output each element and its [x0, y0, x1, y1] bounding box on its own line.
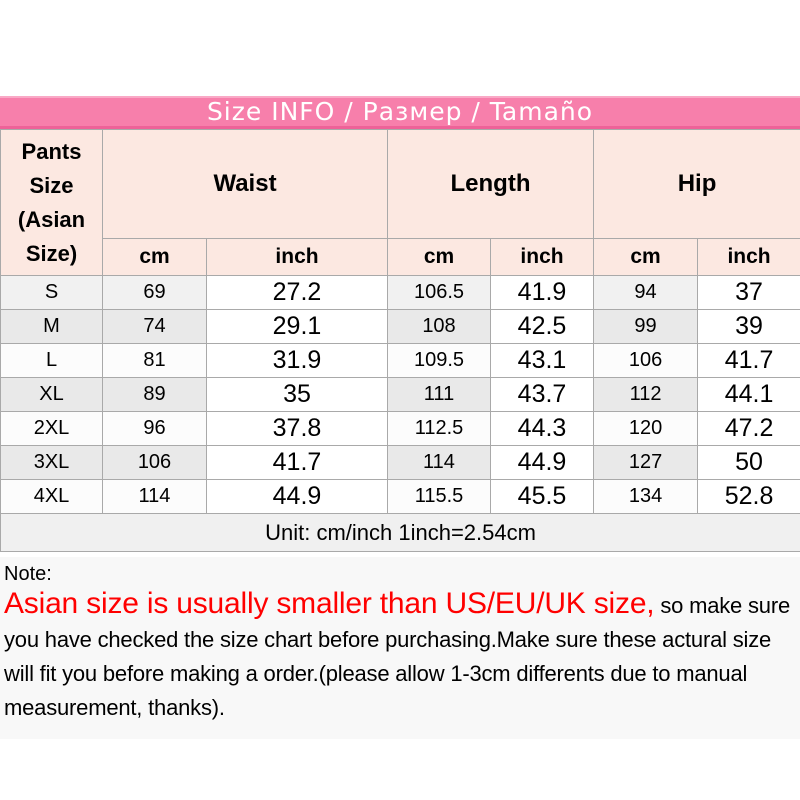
note-paragraph	[4, 587, 796, 725]
waist-inch-cell: 29.1	[207, 310, 388, 344]
hip-cm-cell: 112	[594, 378, 698, 412]
hip-cm-cell: 94	[594, 276, 698, 310]
waist-cm-cell: 96	[103, 412, 207, 446]
pants-size-header: Pants Size (Asian Size)	[1, 130, 103, 276]
hip-inch-cell: 37	[698, 276, 800, 310]
waist-inch-header: inch	[207, 239, 388, 276]
waist-header: Waist	[103, 130, 388, 239]
table-row	[1, 276, 800, 310]
table-row	[1, 310, 800, 344]
note-label: Note:	[4, 563, 52, 585]
unit-note: Unit: cm/inch 1inch=2.54cm	[1, 514, 800, 552]
note-highlight: Asian size is usually smaller than US/EU/UK size,	[4, 587, 655, 620]
waist-inch-cell: 44.9	[207, 480, 388, 514]
waist-cm-cell: 106	[103, 446, 207, 480]
waist-cm-cell: 69	[103, 276, 207, 310]
hip-cm-cell: 120	[594, 412, 698, 446]
table-row	[1, 378, 800, 412]
unit-note-row	[1, 514, 800, 552]
hip-inch-cell: 52.8	[698, 480, 800, 514]
length-inch-cell: 43.7	[491, 378, 594, 412]
size-cell: L	[1, 344, 103, 378]
length-cm-cell: 111	[388, 378, 491, 412]
length-inch-cell: 45.5	[491, 480, 594, 514]
length-cm-cell: 109.5	[388, 344, 491, 378]
waist-inch-cell: 35	[207, 378, 388, 412]
length-inch-cell: 42.5	[491, 310, 594, 344]
hip-header: Hip	[594, 130, 800, 239]
waist-cm-cell: 81	[103, 344, 207, 378]
length-inch-header: inch	[491, 239, 594, 276]
waist-cm-cell: 89	[103, 378, 207, 412]
length-inch-cell: 43.1	[491, 344, 594, 378]
length-cm-cell: 114	[388, 446, 491, 480]
size-info-title-bar: Size INFO / Размер / Tamaño	[0, 96, 800, 129]
hip-inch-cell: 50	[698, 446, 800, 480]
waist-inch-cell: 27.2	[207, 276, 388, 310]
size-chart-table	[0, 129, 800, 552]
hip-cm-cell: 134	[594, 480, 698, 514]
length-cm-header: cm	[388, 239, 491, 276]
hip-inch-cell: 44.1	[698, 378, 800, 412]
length-cm-cell: 112.5	[388, 412, 491, 446]
waist-cm-cell: 114	[103, 480, 207, 514]
table-row	[1, 412, 800, 446]
hip-inch-header: inch	[698, 239, 800, 276]
waist-cm-cell: 74	[103, 310, 207, 344]
table-row	[1, 480, 800, 514]
size-cell: S	[1, 276, 103, 310]
hip-inch-cell: 41.7	[698, 344, 800, 378]
hip-cm-cell: 99	[594, 310, 698, 344]
unit-header-row	[1, 239, 800, 276]
hip-cm-cell: 106	[594, 344, 698, 378]
size-cell: 3XL	[1, 446, 103, 480]
size-cell: XL	[1, 378, 103, 412]
waist-inch-cell: 31.9	[207, 344, 388, 378]
hip-inch-cell: 39	[698, 310, 800, 344]
size-cell: M	[1, 310, 103, 344]
hip-inch-cell: 47.2	[698, 412, 800, 446]
hip-cm-cell: 127	[594, 446, 698, 480]
hip-cm-header: cm	[594, 239, 698, 276]
length-inch-cell: 44.9	[491, 446, 594, 480]
length-header: Length	[388, 130, 594, 239]
note-section	[0, 557, 800, 739]
table-row	[1, 344, 800, 378]
group-header-row	[1, 130, 800, 239]
waist-inch-cell: 37.8	[207, 412, 388, 446]
waist-cm-header: cm	[103, 239, 207, 276]
length-inch-cell: 44.3	[491, 412, 594, 446]
table-row	[1, 446, 800, 480]
note-rest: so make sure you have checked the size chart before purchasing.Make sure these actural size will fit you before making a order.(please allow 1-3cm differents due to manual measurement, thanks).	[4, 593, 791, 720]
size-cell: 4XL	[1, 480, 103, 514]
waist-inch-cell: 41.7	[207, 446, 388, 480]
length-inch-cell: 41.9	[491, 276, 594, 310]
length-cm-cell: 108	[388, 310, 491, 344]
length-cm-cell: 115.5	[388, 480, 491, 514]
size-cell: 2XL	[1, 412, 103, 446]
length-cm-cell: 106.5	[388, 276, 491, 310]
